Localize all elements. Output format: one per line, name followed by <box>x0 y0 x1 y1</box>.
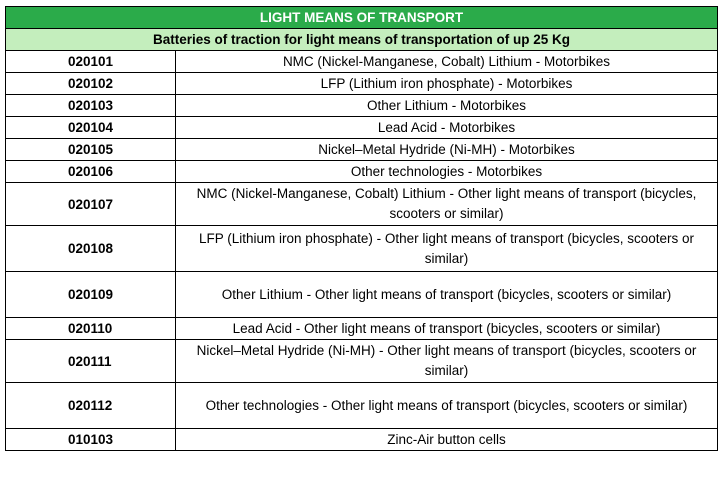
description-cell: NMC (Nickel-Manganese, Cobalt) Lithium - Other light means of transport (bicycles, scooters or similar) <box>176 183 718 226</box>
table-row <box>6 429 718 451</box>
description-cell: Lead Acid - Motorbikes <box>176 117 718 139</box>
table-row <box>6 139 718 161</box>
table-row <box>6 340 718 383</box>
code-cell: 020112 <box>6 383 176 429</box>
table-row <box>6 383 718 429</box>
code-cell: 020104 <box>6 117 176 139</box>
code-cell: 020101 <box>6 51 176 73</box>
table-row <box>6 95 718 117</box>
description-cell: Other technologies - Motorbikes <box>176 161 718 183</box>
code-cell: 020102 <box>6 73 176 95</box>
table-row <box>6 51 718 73</box>
description-cell: Other Lithium - Other light means of transport (bicycles, scooters or similar) <box>176 272 718 318</box>
description-cell: LFP (Lithium iron phosphate) - Motorbikes <box>176 73 718 95</box>
code-cell: 020103 <box>6 95 176 117</box>
table-row <box>6 226 718 272</box>
code-cell: 020110 <box>6 318 176 340</box>
description-cell: Nickel–Metal Hydride (Ni-MH) - Other light means of transport (bicycles, scooters or similar) <box>176 340 718 383</box>
code-cell: 020109 <box>6 272 176 318</box>
code-cell: 020111 <box>6 340 176 383</box>
table-row <box>6 73 718 95</box>
description-cell: Other Lithium - Motorbikes <box>176 95 718 117</box>
table-title-row <box>6 7 718 29</box>
code-cell: 020106 <box>6 161 176 183</box>
code-cell: 020107 <box>6 183 176 226</box>
description-cell: Nickel–Metal Hydride (Ni-MH) - Motorbikes <box>176 139 718 161</box>
table-row <box>6 318 718 340</box>
table-title: LIGHT MEANS OF TRANSPORT <box>6 7 718 29</box>
description-cell: Zinc-Air button cells <box>176 429 718 451</box>
description-cell: LFP (Lithium iron phosphate) - Other light means of transport (bicycles, scooters or similar) <box>176 226 718 272</box>
battery-codes-table <box>5 6 718 451</box>
description-cell: Other technologies - Other light means of transport (bicycles, scooters or similar) <box>176 383 718 429</box>
code-cell: 020105 <box>6 139 176 161</box>
table-row <box>6 183 718 226</box>
description-cell: Lead Acid - Other light means of transport (bicycles, scooters or similar) <box>176 318 718 340</box>
table-subtitle: Batteries of traction for light means of transportation of up 25 Kg <box>6 29 718 51</box>
code-cell: 020108 <box>6 226 176 272</box>
table-subtitle-row <box>6 29 718 51</box>
table-row <box>6 117 718 139</box>
table-row <box>6 272 718 318</box>
table-row <box>6 161 718 183</box>
code-cell: 010103 <box>6 429 176 451</box>
description-cell: NMC (Nickel-Manganese, Cobalt) Lithium - Motorbikes <box>176 51 718 73</box>
